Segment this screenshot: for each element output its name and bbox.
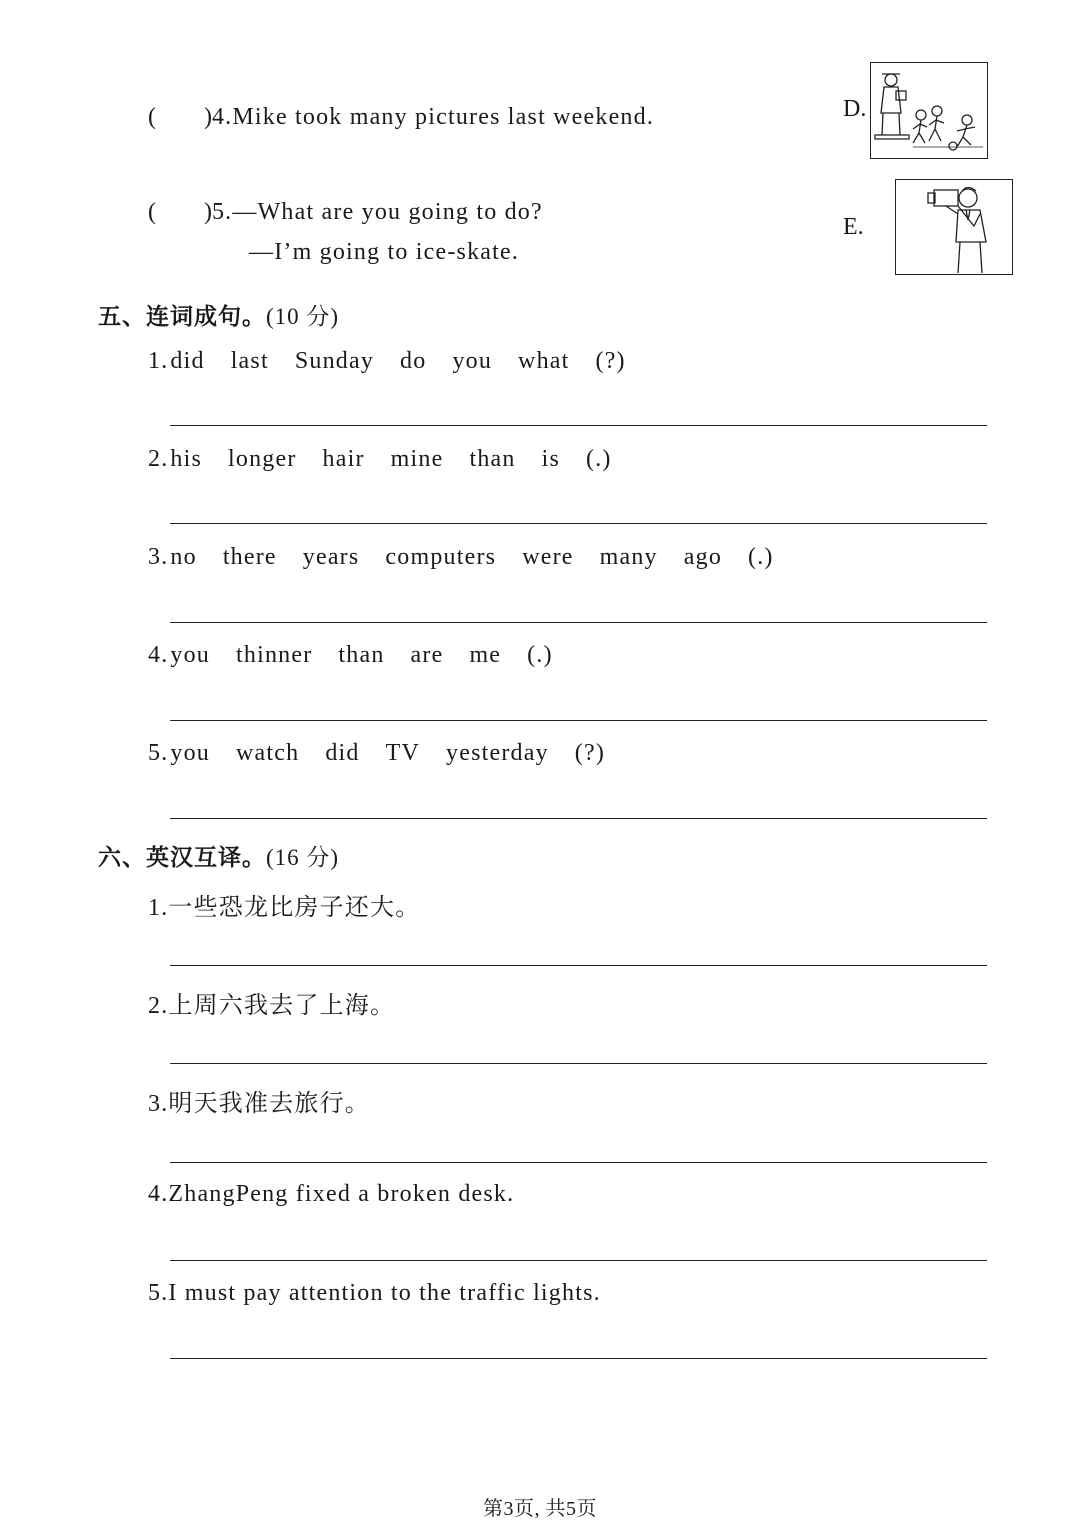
section-6-heading <box>98 839 339 872</box>
question-number: 5. <box>148 740 169 766</box>
word: many <box>599 544 658 570</box>
answer-line[interactable] <box>170 622 987 623</box>
word: than <box>469 446 516 472</box>
page-number: 第3页, 共5页 <box>483 1498 597 1520</box>
word: you <box>452 348 493 374</box>
answer-blank[interactable]: ( ) <box>148 104 212 130</box>
word: there <box>222 544 277 570</box>
word: mine <box>390 446 444 472</box>
word: no <box>170 544 197 570</box>
word: his <box>170 446 203 472</box>
answer-line[interactable] <box>170 818 987 819</box>
match-item-text: 4.Mike took many pictures last weekend. <box>211 104 655 130</box>
s5-question-3 <box>148 544 774 571</box>
word: Sunday <box>294 348 375 374</box>
punctuation-hint: (?) <box>574 740 606 766</box>
punctuation-hint: (.) <box>748 544 774 570</box>
answer-line[interactable] <box>170 1063 987 1064</box>
answer-blank[interactable]: ( ) <box>148 199 212 225</box>
s5-question-5 <box>148 740 605 767</box>
match-item-5-reply: —I’m going to ice-skate. <box>249 239 520 265</box>
word: watch <box>236 740 300 766</box>
answer-line[interactable] <box>170 1358 987 1359</box>
s6-question-3: 3.明天我准去旅行。 <box>148 1091 370 1117</box>
picture-d <box>870 62 988 159</box>
option-letter-d: D. <box>843 96 867 122</box>
word: thinner <box>236 642 313 668</box>
word: than <box>338 642 385 668</box>
word: hair <box>322 446 365 472</box>
word: are <box>410 642 444 668</box>
question-number: 1. <box>148 348 169 374</box>
s5-question-1 <box>148 348 626 375</box>
word: TV <box>385 740 421 766</box>
football-scene-picture <box>871 63 987 158</box>
punctuation-hint: (.) <box>586 446 612 472</box>
section-5-score: (10 分) <box>266 304 340 329</box>
word: you <box>170 740 211 766</box>
answer-line[interactable] <box>170 1162 987 1163</box>
answer-line[interactable] <box>170 720 987 721</box>
word: last <box>230 348 269 374</box>
word: computers <box>385 544 497 570</box>
word: years <box>302 544 360 570</box>
question-number: 2. <box>148 446 169 472</box>
s5-question-2 <box>148 446 612 473</box>
match-item-5 <box>148 191 543 226</box>
word: did <box>325 740 360 766</box>
answer-line[interactable] <box>170 425 987 426</box>
match-item-4 <box>148 96 654 131</box>
s6-question-5: 5.I must pay attention to the traffic lights. <box>148 1280 601 1306</box>
word: me <box>469 642 502 668</box>
question-number: 3. <box>148 544 169 570</box>
question-number: 4. <box>148 642 169 668</box>
section-6-score: (16 分) <box>266 845 340 870</box>
s6-question-2: 2.上周六我去了上海。 <box>148 993 396 1019</box>
section-6-title: 六、英汉互译。 <box>98 845 266 870</box>
word: ago <box>683 544 723 570</box>
word: do <box>400 348 427 374</box>
answer-line[interactable] <box>170 965 987 966</box>
answer-line[interactable] <box>170 1260 987 1261</box>
section-5-title: 五、连词成句。 <box>98 304 266 329</box>
s6-question-1: 1.一些恐龙比房子还大。 <box>148 895 421 921</box>
match-item-text: 5.—What are you going to do? <box>211 199 543 225</box>
word: yesterday <box>446 740 549 766</box>
s6-question-4: 4.ZhangPeng fixed a broken desk. <box>148 1181 515 1207</box>
punctuation-hint: (.) <box>527 642 553 668</box>
word: did <box>170 348 205 374</box>
punctuation-hint: (?) <box>595 348 626 374</box>
section-5-heading <box>98 298 339 331</box>
word: longer <box>228 446 297 472</box>
video-camera-man-picture <box>896 180 1012 274</box>
picture-e <box>895 179 1013 275</box>
word: is <box>541 446 560 472</box>
s5-question-4 <box>148 642 553 669</box>
answer-line[interactable] <box>170 523 987 524</box>
option-letter-e: E. <box>843 214 864 240</box>
word: you <box>170 642 211 668</box>
word: what <box>518 348 570 374</box>
word: were <box>522 544 574 570</box>
